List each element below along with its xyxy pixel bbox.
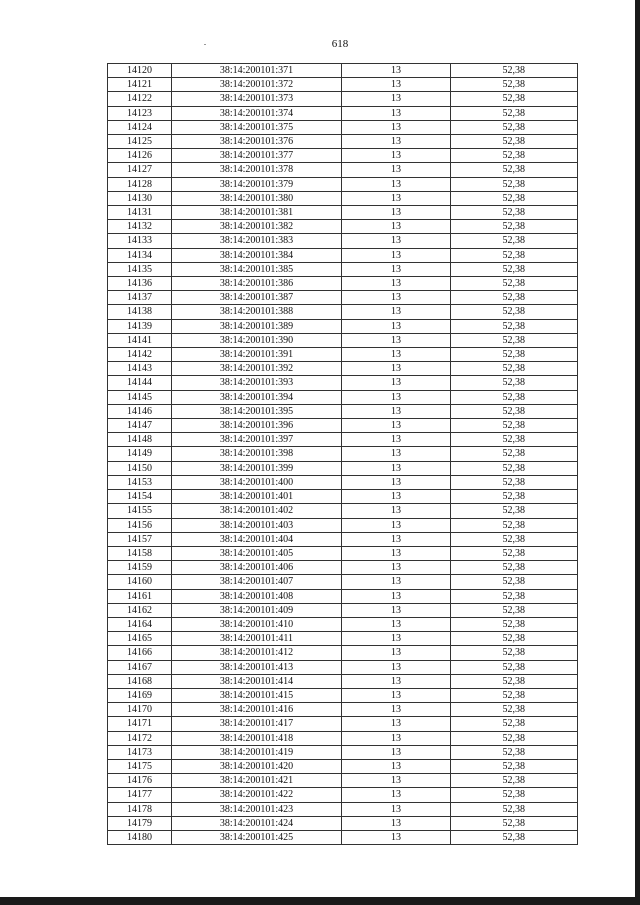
record-number-cell: 14176 xyxy=(108,774,172,788)
table-row xyxy=(108,120,578,134)
value-cell: 52,38 xyxy=(451,206,578,220)
record-number-cell: 14136 xyxy=(108,277,172,291)
value-cell: 52,38 xyxy=(451,163,578,177)
cadastral-number-cell: 38:14:200101:411 xyxy=(172,632,342,646)
value-cell: 52,38 xyxy=(451,660,578,674)
cadastral-number-cell: 38:14:200101:425 xyxy=(172,830,342,844)
cadastral-number-cell: 38:14:200101:421 xyxy=(172,774,342,788)
table-row xyxy=(108,206,578,220)
value-cell: 52,38 xyxy=(451,561,578,575)
cadastral-number-cell: 38:14:200101:389 xyxy=(172,319,342,333)
record-number-cell: 14172 xyxy=(108,731,172,745)
cadastral-number-cell: 38:14:200101:392 xyxy=(172,362,342,376)
count-cell: 13 xyxy=(342,731,451,745)
count-cell: 13 xyxy=(342,92,451,106)
value-cell: 52,38 xyxy=(451,135,578,149)
scan-artifact xyxy=(204,44,206,45)
count-cell: 13 xyxy=(342,575,451,589)
page-number: 618 xyxy=(331,38,349,50)
value-cell: 52,38 xyxy=(451,319,578,333)
value-cell: 52,38 xyxy=(451,532,578,546)
table-row xyxy=(108,717,578,731)
cadastral-number-cell: 38:14:200101:385 xyxy=(172,262,342,276)
cadastral-number-cell: 38:14:200101:371 xyxy=(172,64,342,78)
table-row xyxy=(108,78,578,92)
table-row xyxy=(108,291,578,305)
table-row xyxy=(108,92,578,106)
cadastral-number-cell: 38:14:200101:374 xyxy=(172,106,342,120)
cadastral-number-cell: 38:14:200101:401 xyxy=(172,490,342,504)
value-cell: 52,38 xyxy=(451,376,578,390)
record-number-cell: 14120 xyxy=(108,64,172,78)
count-cell: 13 xyxy=(342,404,451,418)
count-cell: 13 xyxy=(342,674,451,688)
record-number-cell: 14135 xyxy=(108,262,172,276)
count-cell: 13 xyxy=(342,220,451,234)
cadastral-number-cell: 38:14:200101:388 xyxy=(172,305,342,319)
record-number-cell: 14144 xyxy=(108,376,172,390)
value-cell: 52,38 xyxy=(451,305,578,319)
table-row xyxy=(108,447,578,461)
table-row xyxy=(108,376,578,390)
table-row xyxy=(108,603,578,617)
cadastral-number-cell: 38:14:200101:396 xyxy=(172,419,342,433)
record-number-cell: 14147 xyxy=(108,419,172,433)
record-number-cell: 14155 xyxy=(108,504,172,518)
table-row xyxy=(108,688,578,702)
count-cell: 13 xyxy=(342,546,451,560)
count-cell: 13 xyxy=(342,589,451,603)
count-cell: 13 xyxy=(342,106,451,120)
count-cell: 13 xyxy=(342,120,451,134)
cadastral-number-cell: 38:14:200101:408 xyxy=(172,589,342,603)
count-cell: 13 xyxy=(342,447,451,461)
table-row xyxy=(108,504,578,518)
value-cell: 52,38 xyxy=(451,646,578,660)
value-cell: 52,38 xyxy=(451,149,578,163)
record-number-cell: 14168 xyxy=(108,674,172,688)
value-cell: 52,38 xyxy=(451,546,578,560)
count-cell: 13 xyxy=(342,149,451,163)
cadastral-number-cell: 38:14:200101:379 xyxy=(172,177,342,191)
table-row xyxy=(108,575,578,589)
value-cell: 52,38 xyxy=(451,745,578,759)
cadastral-number-cell: 38:14:200101:419 xyxy=(172,745,342,759)
cadastral-number-cell: 38:14:200101:413 xyxy=(172,660,342,674)
value-cell: 52,38 xyxy=(451,277,578,291)
value-cell: 52,38 xyxy=(451,191,578,205)
value-cell: 52,38 xyxy=(451,490,578,504)
record-number-cell: 14138 xyxy=(108,305,172,319)
table-row xyxy=(108,390,578,404)
record-number-cell: 14134 xyxy=(108,248,172,262)
cadastral-number-cell: 38:14:200101:398 xyxy=(172,447,342,461)
record-number-cell: 14145 xyxy=(108,390,172,404)
table-row xyxy=(108,220,578,234)
record-number-cell: 14131 xyxy=(108,206,172,220)
cadastral-number-cell: 38:14:200101:399 xyxy=(172,461,342,475)
record-number-cell: 14125 xyxy=(108,135,172,149)
table-row xyxy=(108,674,578,688)
value-cell: 52,38 xyxy=(451,404,578,418)
cadastral-number-cell: 38:14:200101:390 xyxy=(172,333,342,347)
table-row xyxy=(108,731,578,745)
cadastral-number-cell: 38:14:200101:423 xyxy=(172,802,342,816)
record-number-cell: 14122 xyxy=(108,92,172,106)
record-number-cell: 14170 xyxy=(108,703,172,717)
value-cell: 52,38 xyxy=(451,262,578,276)
record-number-cell: 14127 xyxy=(108,163,172,177)
count-cell: 13 xyxy=(342,305,451,319)
record-number-cell: 14173 xyxy=(108,745,172,759)
value-cell: 52,38 xyxy=(451,589,578,603)
count-cell: 13 xyxy=(342,646,451,660)
table-row xyxy=(108,632,578,646)
count-cell: 13 xyxy=(342,163,451,177)
cadastral-number-cell: 38:14:200101:409 xyxy=(172,603,342,617)
count-cell: 13 xyxy=(342,461,451,475)
value-cell: 52,38 xyxy=(451,78,578,92)
value-cell: 52,38 xyxy=(451,717,578,731)
parcel-table xyxy=(107,63,578,845)
cadastral-number-cell: 38:14:200101:404 xyxy=(172,532,342,546)
count-cell: 13 xyxy=(342,816,451,830)
cadastral-number-cell: 38:14:200101:406 xyxy=(172,561,342,575)
value-cell: 52,38 xyxy=(451,419,578,433)
cadastral-number-cell: 38:14:200101:383 xyxy=(172,234,342,248)
table-row xyxy=(108,404,578,418)
parcel-table-body xyxy=(108,64,578,845)
table-row xyxy=(108,774,578,788)
value-cell: 52,38 xyxy=(451,703,578,717)
table-row xyxy=(108,177,578,191)
cadastral-number-cell: 38:14:200101:381 xyxy=(172,206,342,220)
table-row xyxy=(108,703,578,717)
table-row xyxy=(108,461,578,475)
cadastral-number-cell: 38:14:200101:420 xyxy=(172,759,342,773)
record-number-cell: 14167 xyxy=(108,660,172,674)
record-number-cell: 14165 xyxy=(108,632,172,646)
value-cell: 52,38 xyxy=(451,632,578,646)
count-cell: 13 xyxy=(342,390,451,404)
count-cell: 13 xyxy=(342,617,451,631)
record-number-cell: 14146 xyxy=(108,404,172,418)
table-row xyxy=(108,64,578,78)
count-cell: 13 xyxy=(342,518,451,532)
scan-border-bottom xyxy=(0,897,640,905)
value-cell: 52,38 xyxy=(451,177,578,191)
count-cell: 13 xyxy=(342,333,451,347)
cadastral-number-cell: 38:14:200101:424 xyxy=(172,816,342,830)
table-row xyxy=(108,561,578,575)
count-cell: 13 xyxy=(342,632,451,646)
record-number-cell: 14175 xyxy=(108,759,172,773)
record-number-cell: 14128 xyxy=(108,177,172,191)
count-cell: 13 xyxy=(342,717,451,731)
record-number-cell: 14164 xyxy=(108,617,172,631)
table-row xyxy=(108,333,578,347)
table-row xyxy=(108,617,578,631)
cadastral-number-cell: 38:14:200101:422 xyxy=(172,788,342,802)
record-number-cell: 14154 xyxy=(108,490,172,504)
table-row xyxy=(108,532,578,546)
table-row xyxy=(108,248,578,262)
count-cell: 13 xyxy=(342,532,451,546)
table-row xyxy=(108,362,578,376)
count-cell: 13 xyxy=(342,830,451,844)
cadastral-number-cell: 38:14:200101:372 xyxy=(172,78,342,92)
cadastral-number-cell: 38:14:200101:387 xyxy=(172,291,342,305)
count-cell: 13 xyxy=(342,277,451,291)
value-cell: 52,38 xyxy=(451,234,578,248)
count-cell: 13 xyxy=(342,248,451,262)
cadastral-number-cell: 38:14:200101:382 xyxy=(172,220,342,234)
cadastral-number-cell: 38:14:200101:416 xyxy=(172,703,342,717)
value-cell: 52,38 xyxy=(451,759,578,773)
record-number-cell: 14141 xyxy=(108,333,172,347)
scan-border-right xyxy=(635,0,640,905)
cadastral-number-cell: 38:14:200101:395 xyxy=(172,404,342,418)
record-number-cell: 14177 xyxy=(108,788,172,802)
record-number-cell: 14156 xyxy=(108,518,172,532)
record-number-cell: 14126 xyxy=(108,149,172,163)
cadastral-number-cell: 38:14:200101:391 xyxy=(172,348,342,362)
table-row xyxy=(108,163,578,177)
count-cell: 13 xyxy=(342,759,451,773)
value-cell: 52,38 xyxy=(451,617,578,631)
record-number-cell: 14179 xyxy=(108,816,172,830)
record-number-cell: 14150 xyxy=(108,461,172,475)
value-cell: 52,38 xyxy=(451,92,578,106)
count-cell: 13 xyxy=(342,291,451,305)
record-number-cell: 14162 xyxy=(108,603,172,617)
value-cell: 52,38 xyxy=(451,291,578,305)
value-cell: 52,38 xyxy=(451,788,578,802)
cadastral-number-cell: 38:14:200101:380 xyxy=(172,191,342,205)
table-row xyxy=(108,262,578,276)
count-cell: 13 xyxy=(342,490,451,504)
count-cell: 13 xyxy=(342,262,451,276)
record-number-cell: 14123 xyxy=(108,106,172,120)
count-cell: 13 xyxy=(342,660,451,674)
table-row xyxy=(108,475,578,489)
cadastral-number-cell: 38:14:200101:410 xyxy=(172,617,342,631)
cadastral-number-cell: 38:14:200101:415 xyxy=(172,688,342,702)
count-cell: 13 xyxy=(342,475,451,489)
value-cell: 52,38 xyxy=(451,674,578,688)
record-number-cell: 14160 xyxy=(108,575,172,589)
value-cell: 52,38 xyxy=(451,390,578,404)
record-number-cell: 14171 xyxy=(108,717,172,731)
table-row xyxy=(108,788,578,802)
record-number-cell: 14180 xyxy=(108,830,172,844)
value-cell: 52,38 xyxy=(451,248,578,262)
value-cell: 52,38 xyxy=(451,106,578,120)
cadastral-number-cell: 38:14:200101:375 xyxy=(172,120,342,134)
cadastral-number-cell: 38:14:200101:417 xyxy=(172,717,342,731)
table-row xyxy=(108,660,578,674)
value-cell: 52,38 xyxy=(451,504,578,518)
table-row xyxy=(108,419,578,433)
count-cell: 13 xyxy=(342,234,451,248)
value-cell: 52,38 xyxy=(451,603,578,617)
value-cell: 52,38 xyxy=(451,830,578,844)
count-cell: 13 xyxy=(342,191,451,205)
record-number-cell: 14159 xyxy=(108,561,172,575)
value-cell: 52,38 xyxy=(451,688,578,702)
cadastral-number-cell: 38:14:200101:407 xyxy=(172,575,342,589)
record-number-cell: 14153 xyxy=(108,475,172,489)
count-cell: 13 xyxy=(342,362,451,376)
value-cell: 52,38 xyxy=(451,731,578,745)
count-cell: 13 xyxy=(342,376,451,390)
table-row xyxy=(108,305,578,319)
table-row xyxy=(108,191,578,205)
count-cell: 13 xyxy=(342,745,451,759)
table-row xyxy=(108,589,578,603)
parcel-table-container xyxy=(107,63,577,845)
count-cell: 13 xyxy=(342,703,451,717)
cadastral-number-cell: 38:14:200101:412 xyxy=(172,646,342,660)
record-number-cell: 14161 xyxy=(108,589,172,603)
count-cell: 13 xyxy=(342,177,451,191)
count-cell: 13 xyxy=(342,802,451,816)
table-row xyxy=(108,546,578,560)
value-cell: 52,38 xyxy=(451,461,578,475)
table-row xyxy=(108,149,578,163)
count-cell: 13 xyxy=(342,135,451,149)
table-row xyxy=(108,106,578,120)
table-row xyxy=(108,816,578,830)
count-cell: 13 xyxy=(342,78,451,92)
value-cell: 52,38 xyxy=(451,774,578,788)
table-row xyxy=(108,135,578,149)
table-row xyxy=(108,802,578,816)
record-number-cell: 14130 xyxy=(108,191,172,205)
record-number-cell: 14169 xyxy=(108,688,172,702)
count-cell: 13 xyxy=(342,603,451,617)
value-cell: 52,38 xyxy=(451,518,578,532)
table-row xyxy=(108,518,578,532)
cadastral-number-cell: 38:14:200101:397 xyxy=(172,433,342,447)
record-number-cell: 14142 xyxy=(108,348,172,362)
value-cell: 52,38 xyxy=(451,433,578,447)
cadastral-number-cell: 38:14:200101:376 xyxy=(172,135,342,149)
table-row xyxy=(108,348,578,362)
count-cell: 13 xyxy=(342,688,451,702)
cadastral-number-cell: 38:14:200101:400 xyxy=(172,475,342,489)
count-cell: 13 xyxy=(342,788,451,802)
value-cell: 52,38 xyxy=(451,575,578,589)
record-number-cell: 14139 xyxy=(108,319,172,333)
count-cell: 13 xyxy=(342,433,451,447)
record-number-cell: 14143 xyxy=(108,362,172,376)
record-number-cell: 14132 xyxy=(108,220,172,234)
value-cell: 52,38 xyxy=(451,220,578,234)
cadastral-number-cell: 38:14:200101:405 xyxy=(172,546,342,560)
count-cell: 13 xyxy=(342,348,451,362)
record-number-cell: 14148 xyxy=(108,433,172,447)
table-row xyxy=(108,830,578,844)
cadastral-number-cell: 38:14:200101:393 xyxy=(172,376,342,390)
value-cell: 52,38 xyxy=(451,816,578,830)
count-cell: 13 xyxy=(342,206,451,220)
value-cell: 52,38 xyxy=(451,64,578,78)
value-cell: 52,38 xyxy=(451,120,578,134)
value-cell: 52,38 xyxy=(451,362,578,376)
table-row xyxy=(108,234,578,248)
record-number-cell: 14158 xyxy=(108,546,172,560)
record-number-cell: 14121 xyxy=(108,78,172,92)
table-row xyxy=(108,759,578,773)
table-row xyxy=(108,277,578,291)
value-cell: 52,38 xyxy=(451,447,578,461)
cadastral-number-cell: 38:14:200101:384 xyxy=(172,248,342,262)
cadastral-number-cell: 38:14:200101:402 xyxy=(172,504,342,518)
table-row xyxy=(108,490,578,504)
value-cell: 52,38 xyxy=(451,475,578,489)
record-number-cell: 14133 xyxy=(108,234,172,248)
cadastral-number-cell: 38:14:200101:418 xyxy=(172,731,342,745)
record-number-cell: 14178 xyxy=(108,802,172,816)
record-number-cell: 14124 xyxy=(108,120,172,134)
cadastral-number-cell: 38:14:200101:414 xyxy=(172,674,342,688)
count-cell: 13 xyxy=(342,319,451,333)
cadastral-number-cell: 38:14:200101:394 xyxy=(172,390,342,404)
count-cell: 13 xyxy=(342,419,451,433)
table-row xyxy=(108,646,578,660)
cadastral-number-cell: 38:14:200101:403 xyxy=(172,518,342,532)
record-number-cell: 14157 xyxy=(108,532,172,546)
cadastral-number-cell: 38:14:200101:373 xyxy=(172,92,342,106)
record-number-cell: 14149 xyxy=(108,447,172,461)
count-cell: 13 xyxy=(342,64,451,78)
cadastral-number-cell: 38:14:200101:386 xyxy=(172,277,342,291)
table-row xyxy=(108,433,578,447)
table-row xyxy=(108,745,578,759)
cadastral-number-cell: 38:14:200101:377 xyxy=(172,149,342,163)
record-number-cell: 14166 xyxy=(108,646,172,660)
value-cell: 52,38 xyxy=(451,802,578,816)
table-row xyxy=(108,319,578,333)
record-number-cell: 14137 xyxy=(108,291,172,305)
count-cell: 13 xyxy=(342,504,451,518)
value-cell: 52,38 xyxy=(451,333,578,347)
count-cell: 13 xyxy=(342,561,451,575)
cadastral-number-cell: 38:14:200101:378 xyxy=(172,163,342,177)
count-cell: 13 xyxy=(342,774,451,788)
value-cell: 52,38 xyxy=(451,348,578,362)
